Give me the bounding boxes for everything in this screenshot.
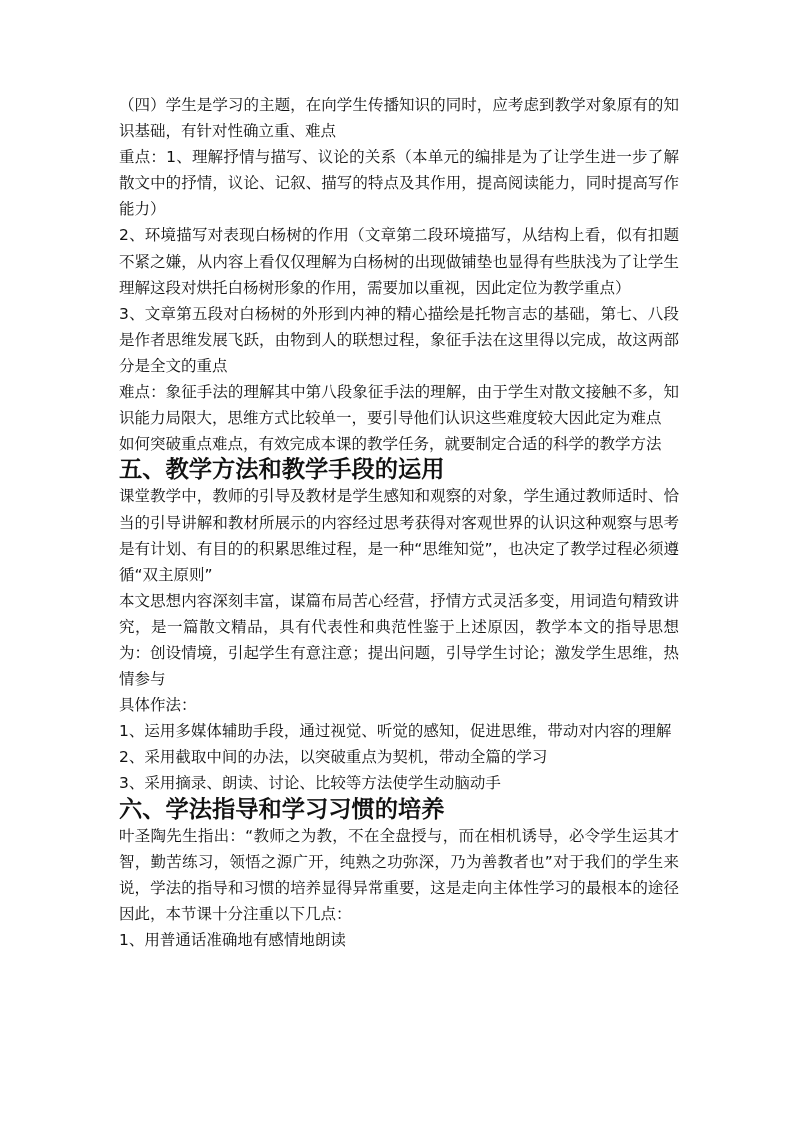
list-item-method-1: 1、运用多媒体辅助手段，通过视觉、听觉的感知，促进思维，带动对内容的理解 (119, 722, 672, 741)
paragraph-key-point-1: 重点：1、理解抒情与描写、议论的关系（本单元的编排是为了让学生进一步了解散文中的抒情，议论、记叙、描写的特点及其作用，提高阅读能力，同时提高写作能力） (119, 148, 679, 219)
section-heading-study-guidance: 六、学法指导和学习习惯的培养 (119, 795, 445, 823)
list-item-method-2: 2、采用截取中间的办法，以突破重点为契机，带动全篇的学习 (119, 748, 548, 767)
paragraph-difficult-point: 难点：象征手法的理解其中第八段象征手法的理解，由于学生对散文接触不多，知识能力局限大，思维方式比较单一，要引导他们认识这些难度较大因此定为难点 (119, 383, 679, 428)
paragraph-guiding-ideas: 本文思想内容深刻丰富，谋篇布局苦心经营，抒情方式灵活多变，用词造句精致讲究，是一篇散文精品，具有代表性和典范性鉴于上述原因，教学本文的指导思想为：创设情境，引起学生有意注意；提出问题，引导学生讨论；激发学生思维，热情参与 (119, 591, 679, 689)
paragraph-specific-practice-label: 具体作法： (119, 696, 197, 715)
paragraph-breakthrough: 如何突破重点难点，有效完成本课的教学任务，就要制定合适的科学的教学方法 (119, 435, 662, 454)
paragraph-classroom-teaching: 课堂教学中，教师的引导及教材是学生感知和观察的对象，学生通过教师适时、恰当的引导讲解和教材所展示的内容经过思考获得对客观世界的认识这种观察与思考是有计划、有目的的积累思维过程，是一种“思维知觉”，也决定了教学过程必须遵循“双主原则” (119, 487, 679, 584)
document-page (119, 92, 679, 953)
section-heading-teaching-methods: 五、教学方法和教学手段的运用 (119, 456, 445, 484)
paragraph-key-points-intro: （四）学生是学习的主题，在向学生传播知识的同时，应考虑到教学对象原有的知识基础，有针对性确立重、难点 (119, 96, 679, 141)
list-item-method-3: 3、采用摘录、朗读、讨论、比较等方法使学生动脑动手 (119, 774, 501, 793)
paragraph-key-point-2: 2、环境描写对表现白杨树的作用（文章第二段环境描写，从结构上看，似有扣题不紧之嫌，从内容上看仅仅理解为白杨树的出现做铺垫也显得有些肤浅为了让学生理解这段对烘托白杨树形象的作用，需要加以重视，因此定位为教学重点） (119, 226, 679, 297)
paragraph-key-point-3: 3、文章第五段对白杨树的外形到内神的精心描绘是托物言志的基础，第七、八段是作者思维发展飞跃，由物到人的联想过程，象征手法在这里得以完成，故这两部分是全文的重点 (119, 304, 679, 375)
paragraph-ye-shengtao-quote: 叶圣陶先生指出：“教师之为教，不在全盘授与，而在相机诱导，必令学生运其才智，勤苦练习，领悟之源广开，纯熟之功弥深，乃为善教者也”对于我们的学生来说，学法的指导和习惯的培养显得异常重要，这是走向主体性学习的最根本的途径因此，本节课十分注重以下几点： (119, 826, 679, 923)
list-item-study-1: 1、用普通话准确地有感情地朗读 (119, 931, 346, 949)
